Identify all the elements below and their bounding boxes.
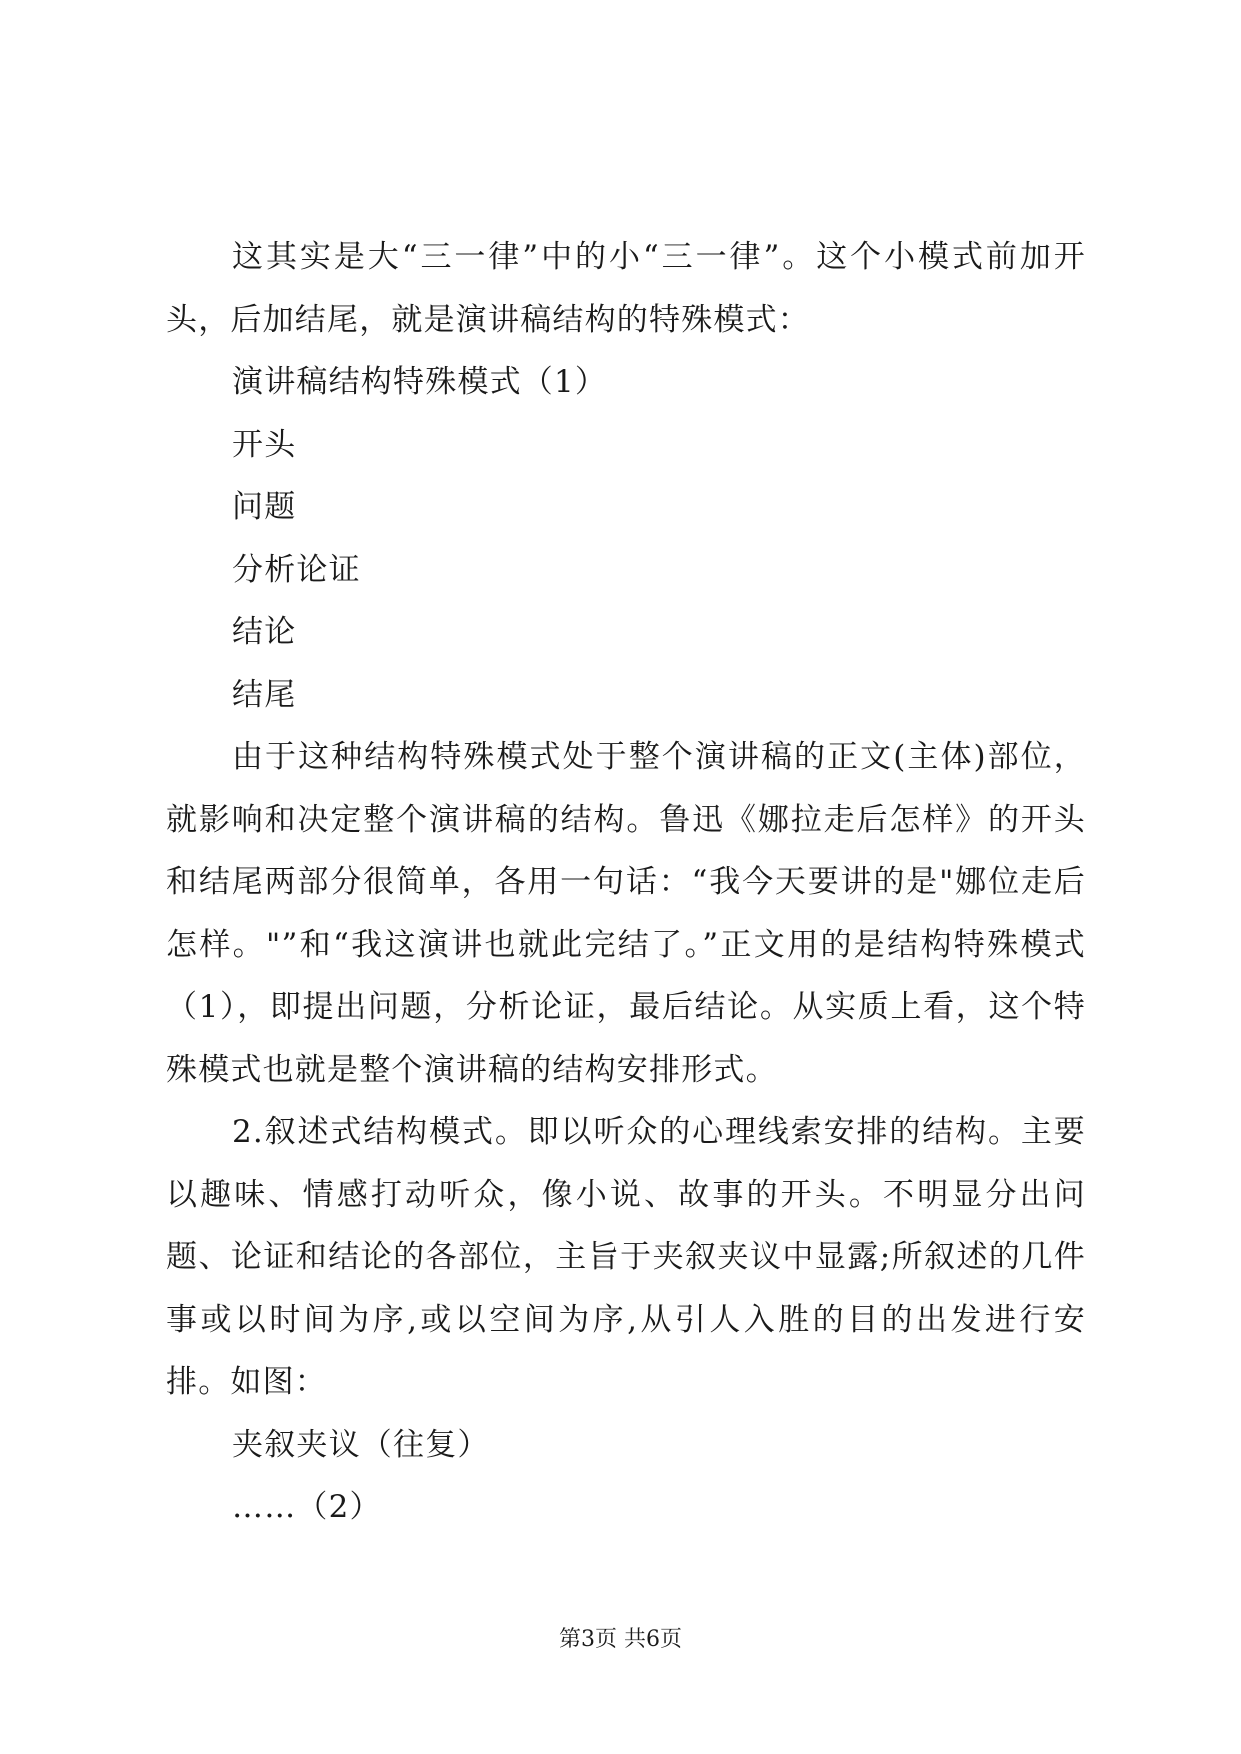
document-body bbox=[166, 226, 1086, 1539]
paragraph-narrative-model: 2.叙述式结构模式。即以听众的心理线索安排的结构。主要以趣味、情感打动听众，像小说、故事的开头。不明显分出问题、论证和结论的各部位，主旨于夹叙夹议中显露;所叙述的几件事或以时间为序,或以空间为序,从引人入胜的目的出发进行安排。如图： bbox=[166, 1114, 1086, 1400]
model-step-opening: 开头 bbox=[232, 426, 297, 463]
narrative-continuation: ……（2） bbox=[232, 1489, 382, 1525]
model-step-conclusion: 结论 bbox=[232, 614, 297, 650]
model-step-analysis: 分析论证 bbox=[232, 551, 361, 588]
model-title: 演讲稿结构特殊模式（1） bbox=[232, 364, 608, 400]
paragraph-lu-xun-example: 由于这种结构特殊模式处于整个演讲稿的正文(主体)部位，就影响和决定整个演讲稿的结构。鲁迅《娜拉走后怎样》的开头和结尾两部分很简单，各用一句话：“我今天要讲的是"娜位走后怎样。"”和“我这演讲也就此完结了。”正文用的是结构特殊模式（1），即提出问题，分析论证，最后结论。从实质上看，这个特殊模式也就是整个演讲稿的结构安排形式。 bbox=[166, 739, 1086, 1088]
narrative-step: 夹叙夹议（往复） bbox=[232, 1426, 490, 1463]
page-number-footer: 第3页 共6页 bbox=[559, 1627, 682, 1652]
model-step-problem: 问题 bbox=[232, 489, 297, 525]
model-step-ending: 结尾 bbox=[232, 676, 297, 713]
paragraph-intro: 这其实是大“三一律”中的小“三一律”。这个小模式前加开头，后加结尾，就是演讲稿结构的特殊模式： bbox=[166, 239, 1086, 338]
